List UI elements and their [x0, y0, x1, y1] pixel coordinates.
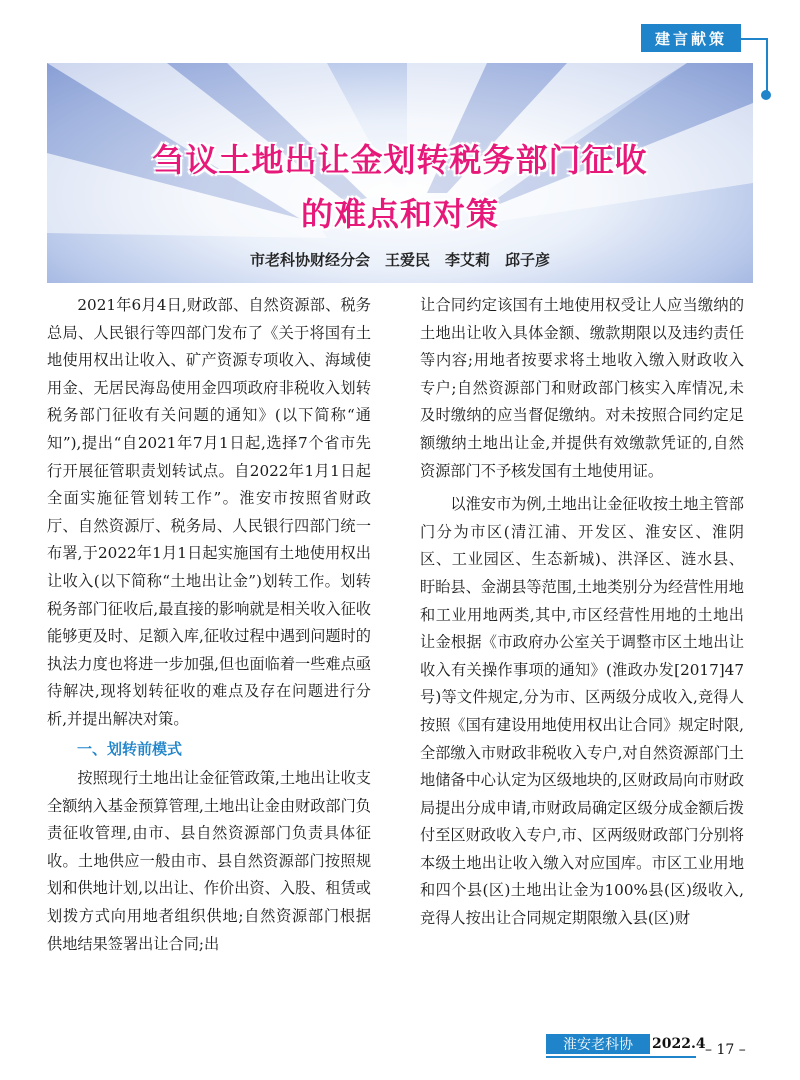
- section-tag: 建言献策: [641, 24, 741, 52]
- title-banner: [47, 63, 753, 283]
- article-title-line-2: 的难点和对策: [300, 195, 499, 233]
- paragraph: 按照现行土地出让金征管政策,土地出让收支全额纳入基金预算管理,土地出让金由财政部门负责征收管理,由市、县自然资源部门负责具体征收。土地供应一般由市、县自然资源部门按照规划和供地计划,以出让、作价出资、入股、租赁或划拨方式向用地者组织供地;自然资源部门根据供地结果签署出让合同;出: [47, 769, 371, 953]
- tag-dot: [761, 90, 771, 100]
- footer-magazine-name: 淮安老科协: [546, 1034, 650, 1054]
- tag-connector-vertical: [766, 38, 768, 93]
- footer-issue: 2022.4: [652, 1036, 706, 1052]
- article-authors: 市老科协财经分会 王爱民 李艾莉 邱子彦: [249, 251, 550, 269]
- article-title-line-1: 刍议土地出让金划转税务部门征收: [152, 141, 648, 179]
- tag-connector-horizontal: [741, 38, 767, 40]
- left-text-column: [47, 292, 371, 958]
- section-heading: 一、划转前模式: [77, 739, 183, 758]
- paragraph-continued: 让合同约定该国有土地使用权受让人应当缴纳的土地出让收入具体金额、缴款期限以及违约责任等内容;用地者按要求将土地收入缴入财政收入专户;自然资源部门和财政部门核实入库情况,未及时缴纳的应当督促缴纳。对未按照合同约定足额缴纳土地出让金,并提供有效缴款凭证的,自然资源部门不予核发国有土地使用证。: [420, 296, 744, 480]
- paragraph: 以淮安市为例,土地出让金征收按土地主管部门分为市区(清江浦、开发区、淮安区、淮阴区、工业园区、生态新城)、洪泽区、涟水县、盱眙县、金湖县等范围,土地类别分为经营性用地和工业用地两类,其中,市区经营性用地的土地出让金根据《市政府办公室关于调整市区土地出让收入有关操作事项的通知》(淮政办发[2017]47号)等文件规定,分为市、区两级分成收入,竞得人按照《国有建设用地使用权出让合同》规定时限,全部缴入市财政非税收入专户,对自然资源部门土地储备中心认定为区级地块的,区财政局向市财政局提出分成申请,市财政局确定区级分成金额后拨付至区财政收入专户,市、区两级财政部门分别将本级土地出让收入缴入对应国库。市区工业用地和四个县(区)土地出让金为100%县(区)级收入,竞得人按出让合同规定期限缴入县(区)财: [420, 495, 744, 928]
- page-number: – 17 –: [705, 1042, 746, 1058]
- right-text-column: [420, 292, 744, 933]
- paragraph: 2021年6月4日,财政部、自然资源部、税务总局、人民银行等四部门发布了《关于将国有土地使用权出让收入、矿产资源专项收入、海域使用金、无居民海岛使用金四项政府非税收入划转税务部门征收有关问题的通知》(以下简称“通知”),提出“自2021年7月1日起,选择7个省市先行开展征管职责划转试点。自2022年1月1日起全面实施征管划转工作”。淮安市按照省财政厅、自然资源厅、税务局、人民银行四部门统一布署,于2022年1月1日起实施国有土地使用权出让收入(以下简称“土地出让金”)划转工作。划转税务部门征收后,最直接的影响就是相关收入征收能够更及时、足额入库,征收过程中遇到问题时的执法力度也将进一步加强,但也面临着一些难点亟待解决,现将划转征收的难点及存在问题进行分析,并提出解决对策。: [47, 296, 371, 728]
- footer-divider: [546, 1056, 696, 1058]
